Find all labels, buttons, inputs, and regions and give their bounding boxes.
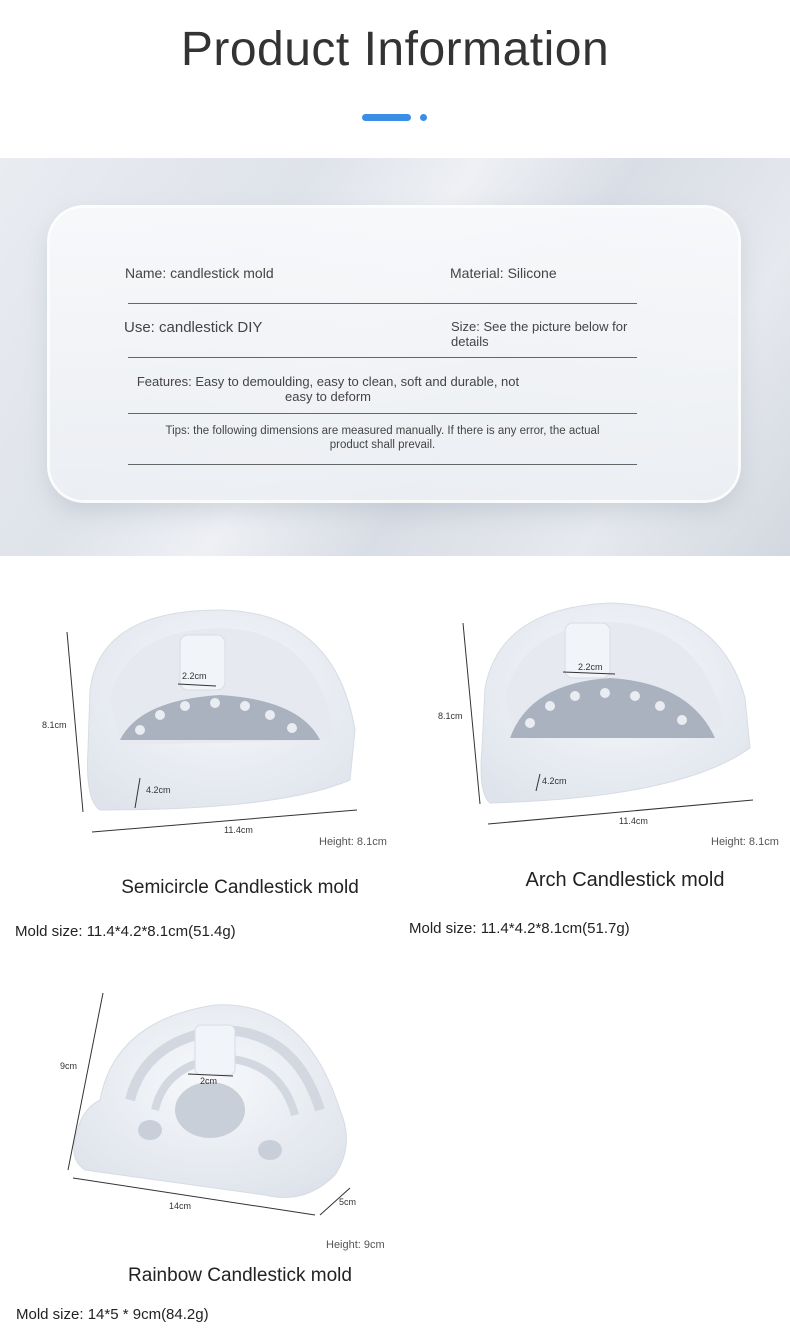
divider <box>128 303 637 304</box>
info-use: Use: candlestick DIY <box>124 319 263 336</box>
info-card <box>50 208 738 500</box>
dim-width-label: 14cm <box>169 1201 192 1211</box>
info-name: Name: candlestick mold <box>125 265 274 281</box>
product-mold-size: Mold size: 11.4*4.2*8.1cm(51.4g) <box>15 923 236 940</box>
dim-top-label: 2.2cm <box>578 662 603 672</box>
info-tips <box>128 424 637 452</box>
product-name: Semicircle Candlestick mold <box>121 877 359 898</box>
info-features-line1: Features: Easy to demoulding, easy to clean, soft and durable, not <box>136 374 520 389</box>
info-features <box>118 374 538 404</box>
product-height: Height: 8.1cm <box>319 836 387 848</box>
divider <box>128 413 637 414</box>
info-tips-line2: product shall prevail. <box>329 439 436 451</box>
info-size <box>451 319 627 349</box>
info-features-line2: easy to deform <box>285 389 371 404</box>
product-mold-size: Mold size: 14*5 * 9cm(84.2g) <box>16 1306 209 1323</box>
divider <box>128 357 637 358</box>
dim-depth-label: 4.2cm <box>146 785 171 795</box>
dim-side-label: 8.1cm <box>42 720 67 730</box>
dim-top-label: 2cm <box>200 1076 218 1086</box>
product-height: Height: 8.1cm <box>711 836 779 848</box>
dim-depth-label: 5cm <box>339 1197 357 1207</box>
semicircle-mold-image <box>30 600 400 845</box>
dim-depth-label: 4.2cm <box>542 776 567 786</box>
info-tips-line1: Tips: the following dimensions are measured manually. If there is any error, the actual <box>165 425 600 437</box>
divider <box>128 464 637 465</box>
dim-top-label: 2.2cm <box>182 671 207 681</box>
arch-mold-image <box>430 598 790 833</box>
dim-side-label: 9cm <box>60 1061 78 1071</box>
product-height: Height: 9cm <box>326 1239 385 1251</box>
product-name: Arch Candlestick mold <box>525 869 725 891</box>
rainbow-mold-image <box>55 990 375 1220</box>
dim-side-label: 8.1cm <box>438 711 463 721</box>
info-size-line2: details <box>451 334 489 349</box>
dim-width-label: 11.4cm <box>224 825 253 835</box>
title-underline-dash <box>362 114 411 121</box>
page-title: Product Information <box>180 23 610 76</box>
title-underline-dot <box>420 114 427 121</box>
product-name: Rainbow Candlestick mold <box>128 1265 352 1286</box>
info-material: Material: Silicone <box>450 265 557 281</box>
product-mold-size: Mold size: 11.4*4.2*8.1cm(51.7g) <box>409 920 630 937</box>
dim-width-label: 11.4cm <box>619 816 648 826</box>
info-size-line1: Size: See the picture below for <box>451 319 628 334</box>
